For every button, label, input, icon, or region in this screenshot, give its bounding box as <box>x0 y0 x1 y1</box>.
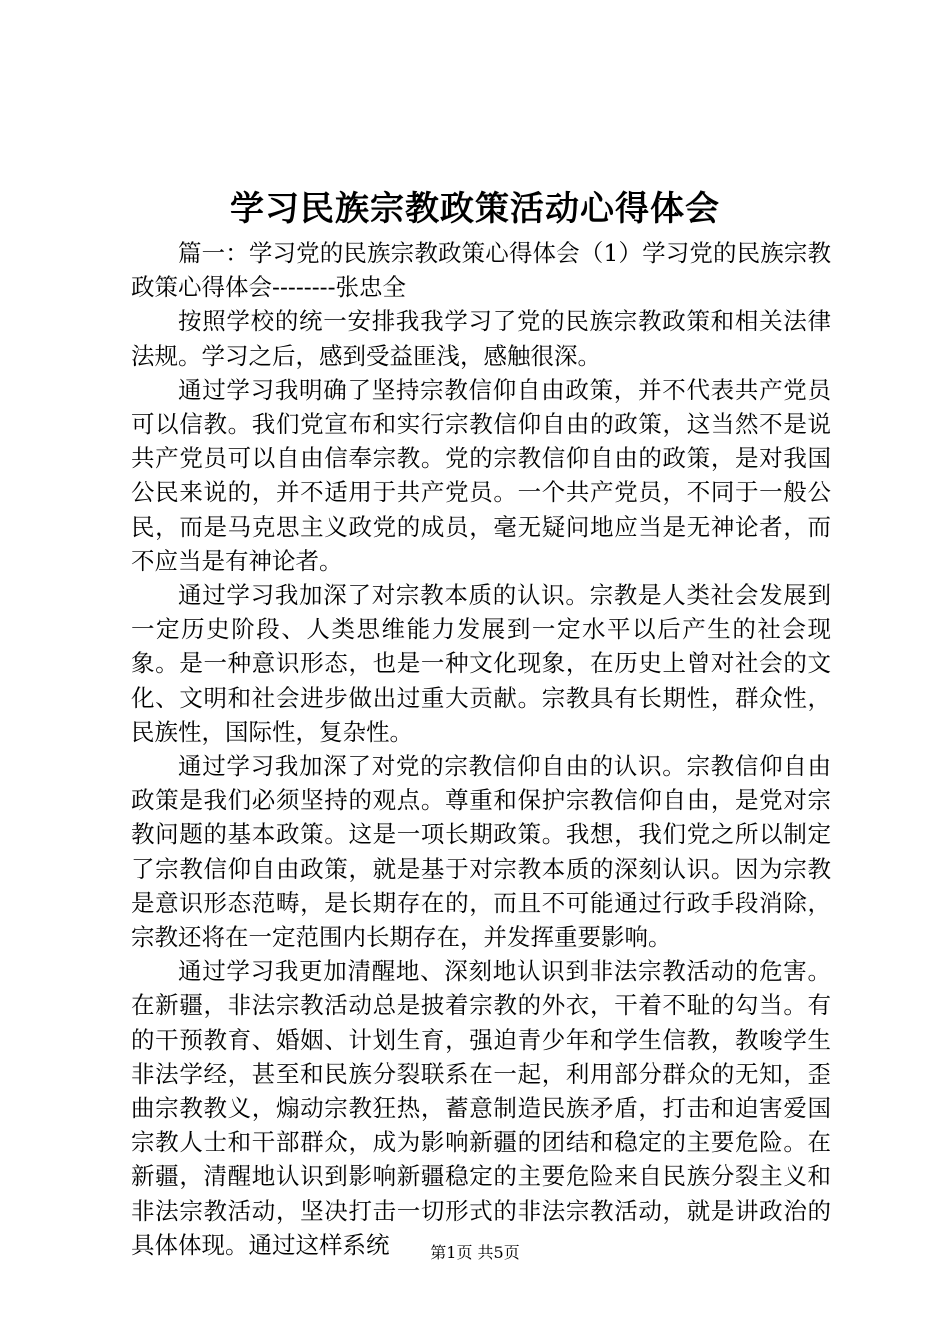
paragraph-6: 通过学习我更加清醒地、深刻地认识到非法宗教活动的危害。在新疆，非法宗教活动总是披着宗教的外衣，干着不耻的勾当。有的干预教育、婚姻、计划生育，强迫青少年和学生信教，教唆学生非法学经，甚至和民族分裂联系在一起，利用部分群众的无知，歪曲宗教教义，煽动宗教狂热，蓄意制造民族矛盾，打击和迫害爱国宗教人士和干部群众，成为影响新疆的团结和稳定的主要危险。在新疆，清醒地认识到影响新疆稳定的主要危险来自民族分裂主义和非法宗教活动，坚决打击一切形式的非法宗教活动，就是讲政治的具体体现。通过这样系统 <box>131 957 831 1259</box>
page-number-footer: 第1页 共5页 <box>430 1243 520 1262</box>
paragraph-5: 通过学习我加深了对党的宗教信仰自由的认识。宗教信仰自由政策是我们必须坚持的观点。尊重和保护宗教信仰自由，是党对宗教问题的基本政策。这是一项长期政策。我想，我们党之所以制定了宗教信仰自由政策，就是基于对宗教本质的深刻认识。因为宗教是意识形态范畴，是长期存在的，而且不可能通过行政手段消除，宗教还将在一定范围内长期存在，并发挥重要影响。 <box>131 752 831 952</box>
paragraph-1: 篇一：学习党的民族宗教政策心得体会（1）学习党的民族宗教政策心得体会--------张忠全 <box>131 239 831 302</box>
paragraph-3: 通过学习我明确了坚持宗教信仰自由政策，并不代表共产党员可以信教。我们党宣布和实行宗教信仰自由的政策，这当然不是说共产党员可以自由信奉宗教。党的宗教信仰自由的政策，是对我国公民来说的，并不适用于共产党员。一个共产党员，不同于一般公民，而是马克思主义政党的成员，毫无疑问地应当是无神论者，而不应当是有神论者。 <box>131 375 831 575</box>
document-body <box>131 236 831 1262</box>
paragraph-2: 按照学校的统一安排我我学习了党的民族宗教政策和相关法律法规。学习之后，感到受益匪浅，感触很深。 <box>131 307 831 370</box>
paragraph-4: 通过学习我加深了对宗教本质的认识。宗教是人类社会发展到一定历史阶段、人类思维能力发展到一定水平以后产生的社会现象。是一种意识形态，也是一种文化现象，在历史上曾对社会的文化、文明和社会进步做出过重大贡献。宗教具有长期性，群众性，民族性，国际性，复杂性。 <box>131 581 831 746</box>
document-title: 学习民族宗教政策活动心得体会 <box>230 189 720 229</box>
